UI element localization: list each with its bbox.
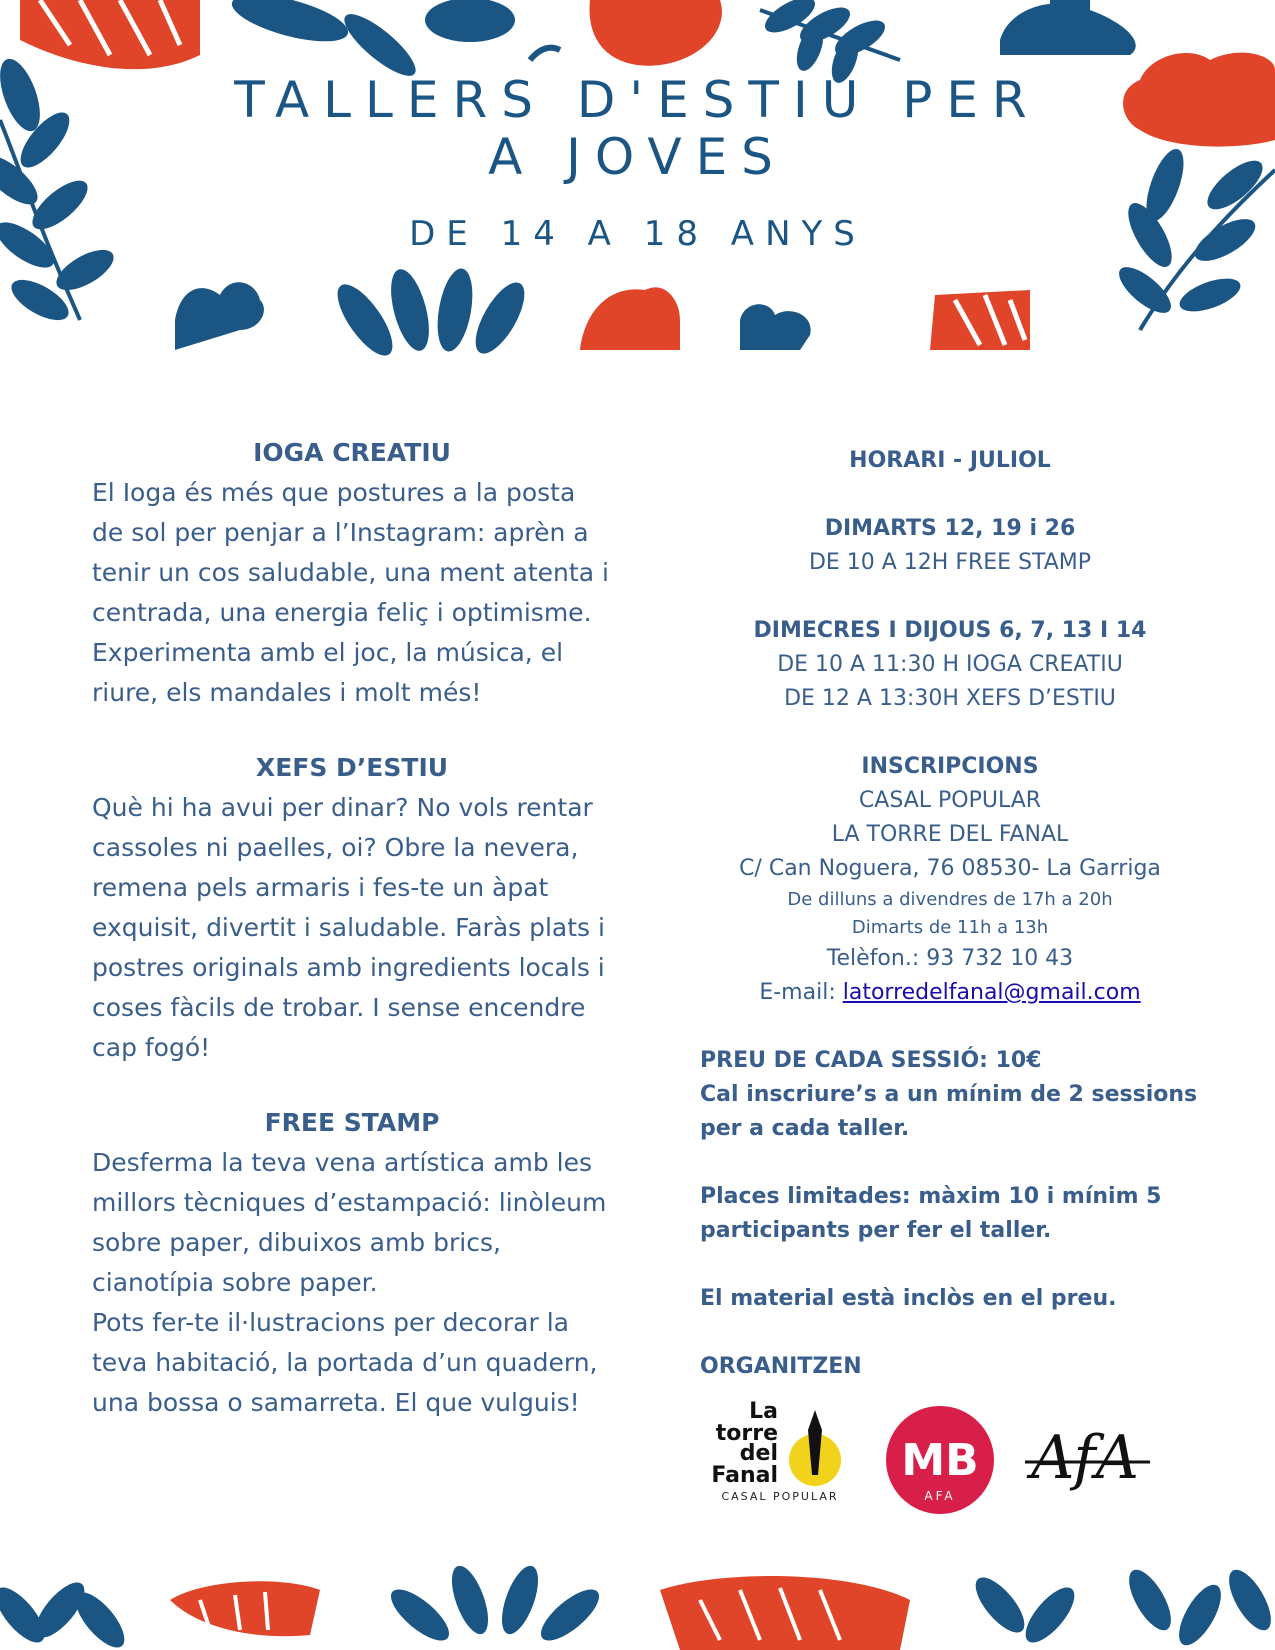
schedule-title: HORARI - JULIOL: [849, 448, 1051, 473]
email-label: E-mail:: [759, 980, 843, 1005]
workshop-title: XEFS D’ESTIU: [255, 753, 449, 782]
svg-text:torre: torre: [715, 1421, 778, 1446]
organizer-logos: [711, 1399, 1200, 1520]
workshop-free-stamp: [92, 1108, 612, 1423]
opening-hours: De dilluns a divendres de 17h a 20h: [787, 889, 1113, 910]
email-row: [700, 976, 1200, 1010]
svg-text:Fanal: Fanal: [711, 1463, 778, 1488]
workshop-description: Què hi ha avui per dinar? No vols rentar cassoles ni paelles, oi? Obre la nevera, remena pels armaris i fes-te un àpat exquisit, divertit i saludable. Faràs plats i postres originals amb ingredients locals i coses fàcils de trobar. I sense encendre cap fogó!: [92, 793, 605, 1062]
schedule-line: DE 10 A 12H FREE STAMP: [808, 550, 1092, 575]
svg-text:AfA: AfA: [1031, 1423, 1139, 1493]
mb-afa-logo: [886, 1406, 994, 1514]
svg-text:La: La: [749, 1399, 778, 1424]
email-link[interactable]: latorredelfanal@gmail.com: [842, 980, 1141, 1005]
address: C/ Can Noguera, 76 08530- La Garriga: [739, 856, 1161, 881]
material-note: El material està inclòs en el preu.: [700, 1286, 1117, 1311]
workshop-description: Desferma la teva vena artística amb les millors tècniques d’estampació: linòleum sobre paper, dibuixos amb brics, cianotípia sobre paper.: [92, 1148, 607, 1297]
workshop-ioga: [92, 438, 612, 713]
place-name: LA TORRE DEL FANAL: [831, 822, 1069, 847]
phone: Telèfon.: 93 732 10 43: [826, 946, 1074, 971]
place-name: CASAL POPULAR: [858, 788, 1042, 813]
header: [0, 72, 1275, 254]
workshop-xefs: [92, 753, 612, 1068]
schedule: [700, 444, 1200, 750]
torre-del-fanal-logo: [711, 1399, 841, 1503]
organizers-title: ORGANITZEN: [700, 1354, 862, 1379]
workshop-title: IOGA CREATIU: [253, 438, 451, 467]
schedule-line: DE 10 A 11:30 H IOGA CREATIU: [777, 652, 1123, 677]
opening-hours: Dimarts de 11h a 13h: [851, 917, 1049, 938]
page-title: TALLERS D'ESTIU PER A JOVES: [234, 71, 1041, 186]
svg-text:MB: MB: [901, 1435, 979, 1486]
afa-logo: [1025, 1423, 1150, 1493]
bottom-decoration: [0, 1560, 1275, 1650]
inscriptions: [700, 750, 1200, 1010]
workshop-title: FREE STAMP: [264, 1108, 440, 1137]
places-note: Places limitades: màxim 10 i mínim 5 participants per fer el taller.: [700, 1184, 1162, 1243]
price: PREU DE CADA SESSIÓ: 10€: [700, 1048, 1042, 1073]
min-sessions-note: Cal inscriure’s a un mínim de 2 sessions per a cada taller.: [700, 1082, 1198, 1141]
workshop-description: El Ioga és més que postures a la posta de sol per penjar a l’Instagram: aprèn a tenir un cos saludable, una ment atenta i centrada, una energia feliç i optimisme. Experimenta amb el joc, la música, el riure, els mandales i molt més!: [92, 478, 609, 707]
workshop-description-extra: Pots fer-te il·lustracions per decorar la teva habitació, la portada d’un quadern, una bossa o samarreta. El que vulguis!: [92, 1308, 598, 1417]
schedule-day-heading: DIMARTS 12, 19 i 26: [824, 516, 1076, 541]
schedule-day-heading: DIMECRES I DIJOUS 6, 7, 13 I 14: [753, 618, 1147, 643]
workshops-column: [92, 438, 612, 1463]
schedule-line: DE 12 A 13:30H XEFS D’ESTIU: [784, 686, 1116, 711]
svg-text:CASAL POPULAR: CASAL POPULAR: [721, 1490, 839, 1503]
page-subtitle: DE 14 A 18 ANYS: [409, 214, 866, 254]
svg-text:AFA: AFA: [924, 1489, 956, 1503]
info-column: [700, 444, 1200, 1384]
inscriptions-title: INSCRIPCIONS: [861, 754, 1039, 779]
svg-text:del: del: [739, 1441, 778, 1466]
